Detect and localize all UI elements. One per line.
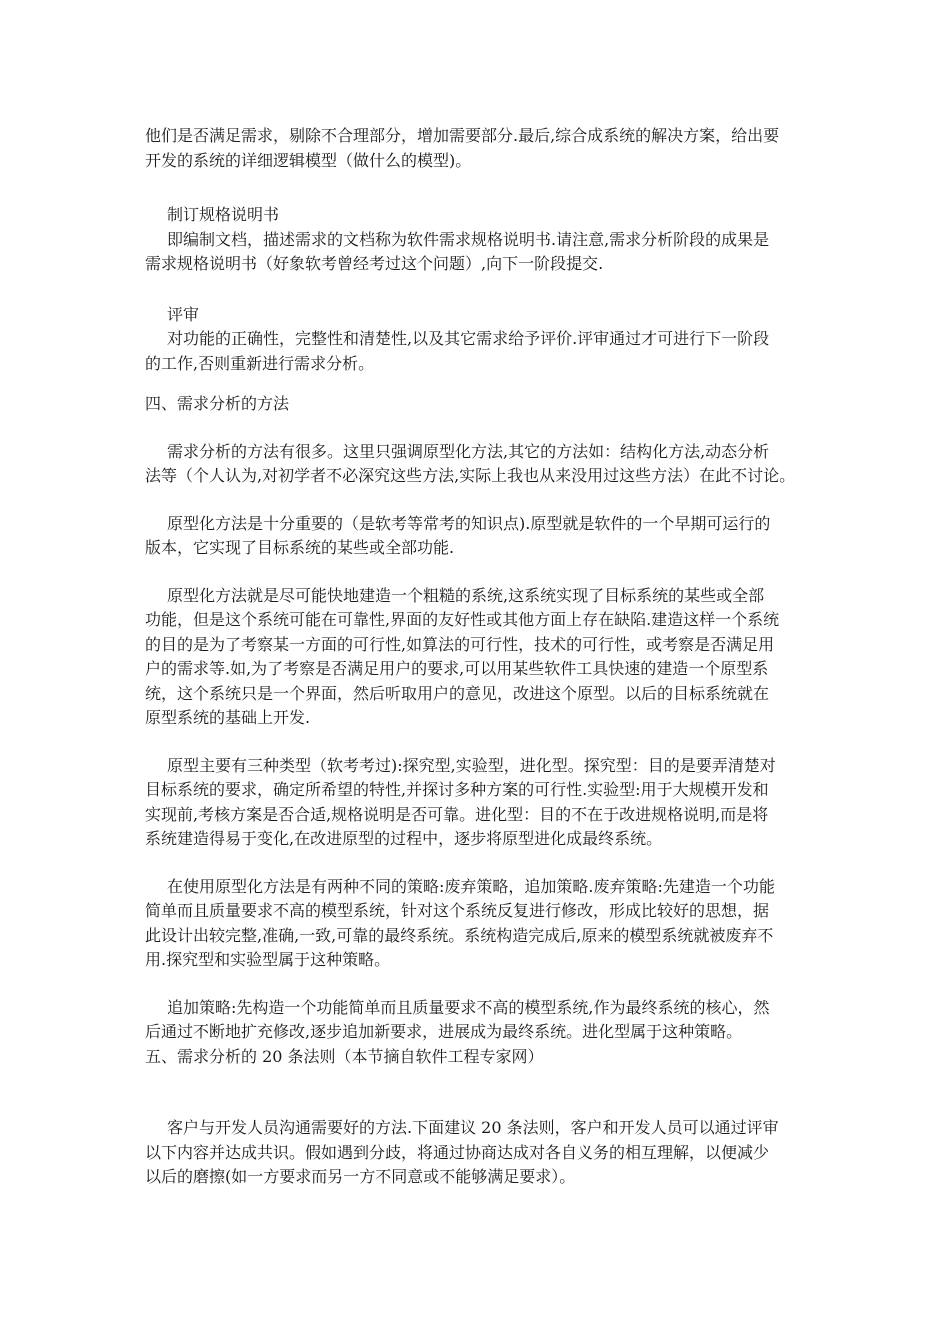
text-line: 原型化方法是十分重要的（是软考等常考的知识点).原型就是软件的一个早期可运行的	[167, 513, 771, 533]
text-line: 后通过不断地扩充修改,逐步追加新要求，进展成为最终系统。进化型属于这种策略。	[145, 1022, 743, 1041]
text-line: 法等（个人认为,对初学者不必深究这些方法,实际上我也从来没用过这些方法）在此不讨论。	[145, 466, 796, 485]
paragraph	[145, 392, 807, 417]
paragraph	[145, 124, 807, 173]
text-line: 此设计出较完整,准确,一致,可靠的最终系统。系统构造完成后,原来的模型系统就被废弃不	[145, 925, 774, 945]
text-line: 以下内容并达成共识。假如遇到分歧，将通过协商达成对各自义务的相互理解，以便减少	[145, 1142, 770, 1162]
section-heading: 制订规格说明书	[167, 205, 280, 224]
paragraph	[145, 996, 807, 1070]
text-line: 用.探究型和实验型属于这种策略。	[145, 950, 391, 969]
text-line: 以后的磨擦(如一方要求而另一方不同意或不能够满足要求）。	[145, 1167, 576, 1186]
text-line: 目标系统的要求，确定所希望的特性,并探讨多种方案的可行性.实验型:用于大规模开发和	[145, 780, 769, 799]
paragraph	[145, 440, 807, 489]
text-line: 户的需求等.如,为了考察是否满足用户的要求,可以用某些软件工具快速的建造一个原型系	[145, 659, 769, 678]
text-line: 开发的系统的详细逻辑模型（做什么的模型)。	[145, 150, 472, 170]
text-line: 他们是否满足需求，剔除不合理部分，增加需要部分.最后,综合成系统的解决方案，给出要	[145, 126, 780, 145]
text-line: 实现前,考核方案是否合适,规格说明是否可靠。进化型：目的不在于改进规格说明,而是将	[145, 804, 769, 824]
document-page	[145, 124, 807, 1190]
text-line: 追加策略:先构造一个功能简单而且质量要求不高的模型系统,作为最终系统的核心，然	[167, 997, 770, 1017]
text-line: 原型主要有三种类型（软考考过):探究型,实验型，进化型。探究型：目的是要弄清楚对	[167, 755, 776, 775]
text-line: 的工作,否则重新进行需求分析。	[145, 353, 375, 373]
paragraph	[145, 303, 807, 377]
text-line: 客户与开发人员沟通需要好的方法.下面建议 20 条法则，客户和开发人员可以通过评审	[167, 1118, 779, 1137]
paragraph	[145, 1116, 807, 1190]
paragraph	[145, 875, 807, 973]
text-line: 原型化方法就是尽可能快地建造一个粗糙的系统,这系统实现了目标系统的某些或全部	[167, 585, 765, 605]
text-line: 简单而且质量要求不高的模型系统，针对这个系统反复进行修改，形成比较好的思想，据	[145, 901, 770, 920]
paragraph	[145, 754, 807, 852]
text-line: 即编制文档，描述需求的文档称为软件需求规格说明书.请注意,需求分析阶段的成果是	[167, 229, 770, 249]
text-line: 版本，它实现了目标系统的某些或全部功能.	[145, 538, 455, 557]
text-line: 原型系统的基础上开发.	[145, 708, 311, 727]
paragraph	[145, 203, 807, 277]
text-line: 系统建造得易于变化,在改进原型的过程中，逐步将原型进化成最终系统。	[145, 829, 663, 848]
text-line: 对功能的正确性，完整性和清楚性,以及其它需求给予评价.评审通过才可进行下一阶段	[167, 329, 770, 348]
text-line: 功能，但是这个系统可能在可靠性,界面的友好性或其他方面上存在缺陷.建造这样一个系统	[145, 610, 780, 629]
paragraph	[145, 512, 807, 561]
text-line: 在使用原型化方法是有两种不同的策略:废弃策略，追加策略.废弃策略:先建造一个功能	[167, 876, 775, 896]
text-line: 需求分析的方法有很多。这里只强调原型化方法,其它的方法如：结构化方法,动态分析	[167, 441, 770, 461]
section-heading: 五、需求分析的 20 条法则（本节摘自软件工程专家网）	[145, 1046, 544, 1066]
text-line: 统，这个系统只是一个界面，然后听取用户的意见，改进这个原型。以后的目标系统就在	[145, 683, 770, 703]
section-heading: 四、需求分析的方法	[145, 394, 290, 413]
text-line: 的目的是为了考察某一方面的可行性,如算法的可行性，技术的可行性，或考察是否满足用	[145, 634, 775, 654]
section-heading: 评审	[167, 304, 200, 324]
paragraph	[145, 584, 807, 731]
text-line: 需求规格说明书（好象软考曾经考过这个问题）,向下一阶段提交.	[145, 254, 604, 273]
